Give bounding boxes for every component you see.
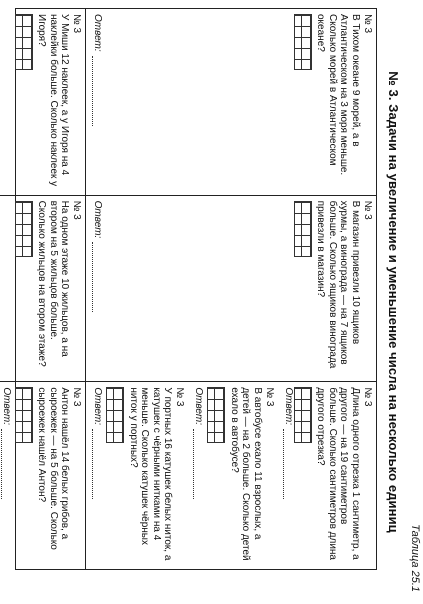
problem-number: № 3: [71, 200, 83, 220]
problem-text: В магазин привезли 10 ящиков хурмы, а винограда — на 7 ящиков больше. Сколько ящиков винограда привезли в магазин?: [315, 200, 361, 369]
answer-row: [0, 387, 12, 564]
answer-grid[interactable]: [294, 201, 312, 257]
answer-label: Ответ:: [92, 387, 104, 425]
problem-text: Длина одного отрезка 1 сантиметр, а другого — на 19 сантиметров больше. Сколько сантиметров длина другого отрезка?: [315, 387, 361, 560]
problem-text: На одном этаже 10 жильцов, а на втором на 5 жильцов больше. Сколько жильцов на втором этаже?: [36, 200, 71, 367]
answer-grid[interactable]: [15, 14, 33, 70]
answer-grid[interactable]: [294, 387, 312, 443]
problem-card: [86, 382, 377, 569]
answer-line[interactable]: [93, 56, 104, 126]
answer-line[interactable]: [283, 429, 294, 499]
answer-row: [281, 387, 294, 564]
answer-line[interactable]: [1, 429, 12, 499]
problem-number: № 3: [71, 14, 83, 34]
answer-grid[interactable]: [15, 387, 33, 443]
answer-line[interactable]: [194, 429, 205, 499]
answer-line[interactable]: [93, 242, 104, 312]
problem-text: Антон нашёл 14 белых грибов, а сыроежек — на 5 больше. Сколько сыроежек нашёл Антон?: [36, 387, 71, 550]
table-label: Таблица 25.1: [409, 524, 421, 592]
answer-grid[interactable]: [15, 201, 33, 257]
problem-text: В автобусе ехало 11 взрослых, а детей — на 2 больше. Сколько детей ехало в автобусе?: [229, 387, 263, 561]
problem-number: № 3: [362, 200, 373, 220]
answer-row: [91, 14, 104, 190]
problem-card: [0, 382, 86, 569]
answer-grid[interactable]: [294, 14, 312, 70]
problem-card: [0, 196, 86, 383]
page-title: № 3. Задачи на увеличение и уменьшение числа на несколько единиц: [386, 71, 401, 533]
answer-row: [91, 387, 104, 564]
problem-number: № 3: [264, 387, 275, 407]
problem-text: В Тихом океане 9 морей, а в Атлантическом на 3 моря меньше. Сколько морей в Атлантическом океане?: [315, 14, 361, 176]
problem-number: № 3: [174, 387, 186, 407]
problem-card: [86, 9, 377, 196]
answer-row: [192, 387, 205, 564]
problem-text: У Миши 12 наклеек, а у Игоря на 4 наклейки больше. Сколько наклеек у Игоря?: [36, 14, 71, 187]
answer-row: [91, 201, 104, 377]
answer-label: Ответ:: [193, 387, 205, 425]
answer-label: Ответ:: [92, 200, 104, 239]
answer-label: Ответ:: [1, 387, 12, 425]
answer-grid[interactable]: [107, 387, 125, 443]
answer-label: Ответ:: [283, 387, 294, 425]
answer-label: Ответ:: [92, 14, 104, 52]
problem-number: № 3: [71, 387, 83, 407]
problem-number: № 3: [362, 387, 373, 407]
problem-number: № 3: [362, 14, 373, 34]
problem-text: У портных 16 катушек белых ниток, а катушек с чёрными нитками на 4 меньше. Сколько катушек чёрных ниток у портных?: [128, 387, 174, 561]
problem-card: [0, 9, 86, 196]
answer-line[interactable]: [93, 429, 104, 499]
answer-grid[interactable]: [208, 387, 226, 443]
problem-card: [86, 196, 377, 383]
problem-grid: [1, 8, 377, 570]
